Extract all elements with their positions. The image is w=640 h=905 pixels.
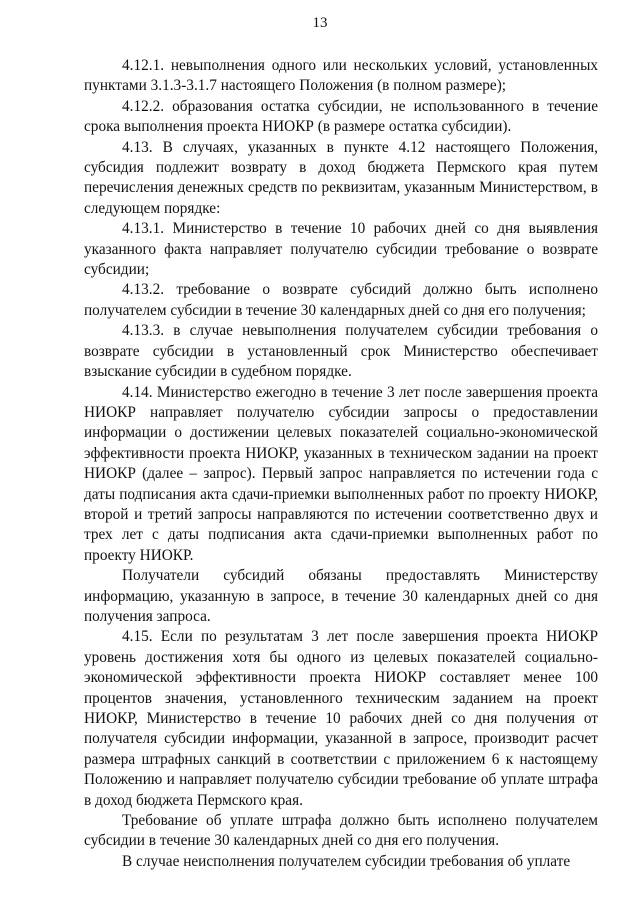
page-number: 13 [312,15,328,31]
paragraph-4-13-1: 4.13.1. Министерство в течение 10 рабочих дней со дня выявления указанного факта направляет получателю субсидии требование о возврате субсидии; [84,220,598,279]
paragraph-4-14: 4.14. Министерство ежегодно в течение 3 лет после завершения проекта НИОКР направляет получателю субсидии запросы о предоставлении информации о достижении целевых показателей социально-экономической эффективности проекта НИОКР, указанных в техническом задании на проект НИОКР (далее – запрос). Первый запрос направляется по истечении года с даты подписания акта сдачи-приемки выполненных работ по проекту НИОКР, второй и третий запросы направляются по истечении соответственно двух и трех лет с даты подписания акта сдачи-приемки выполненных работ по проекту НИОКР. [84,383,598,564]
paragraph-4-14-recipients: Получатели субсидий обязаны предоставлять Министерству информацию, указанную в запросе, в течение 30 календарных дней со дня получения запроса. [84,567,598,625]
paragraph-4-13-3: 4.13.3. в случае невыполнения получателем субсидии требования о возврате субсидии в установленный срок Министерство обеспечивает взыскание субсидии в судебном порядке. [84,322,598,381]
paragraph-4-15: 4.15. Если по результатам 3 лет после завершения проекта НИОКР уровень достижения хотя бы одного из целевых показателей социально-экономической эффективности проекта НИОКР составляет менее 100 процентов значения, установленного техническим заданием на проект НИОКР, Министерство в течение 10 рабочих дней со дня получения от получателя субсидии информации, указанной в запросе, производит расчет размера штрафных санкций в соответствии с приложением 6 к настоящему Положению и направляет получателю субсидии требование об уплате штрафа в доход бюджета Пермского края. [84,628,598,809]
document-body [84,56,598,872]
paragraph-4-13: 4.13. В случаях, указанных в пункте 4.12 настоящего Положения, субсидия подлежит возврату в доход бюджета Пермского края путем перечисления денежных средств по реквизитам, указанным Министерством, в следующем порядке: [84,138,598,217]
paragraph-4-13-2: 4.13.2. требование о возврате субсидий должно быть исполнено получателем субсидии в течение 30 календарных дней со дня его получения; [84,281,598,319]
paragraph-non-fulfillment: В случае неисполнения получателем субсидии требования об уплате [122,852,571,870]
paragraph-fine-requirement: Требование об уплате штрафа должно быть исполнено получателем субсидии в течение 30 календарных дней со дня его получения. [84,812,598,850]
paragraph-4-12-2: 4.12.2. образования остатка субсидии, не использованного в течение срока выполнения проекта НИОКР (в размере остатка субсидии). [84,97,598,136]
paragraph-4-12-1: 4.12.1. невыполнения одного или нескольких условий, установленных пунктами 3.1.3-3.1.7 настоящего Положения (в полном размере); [84,57,598,95]
